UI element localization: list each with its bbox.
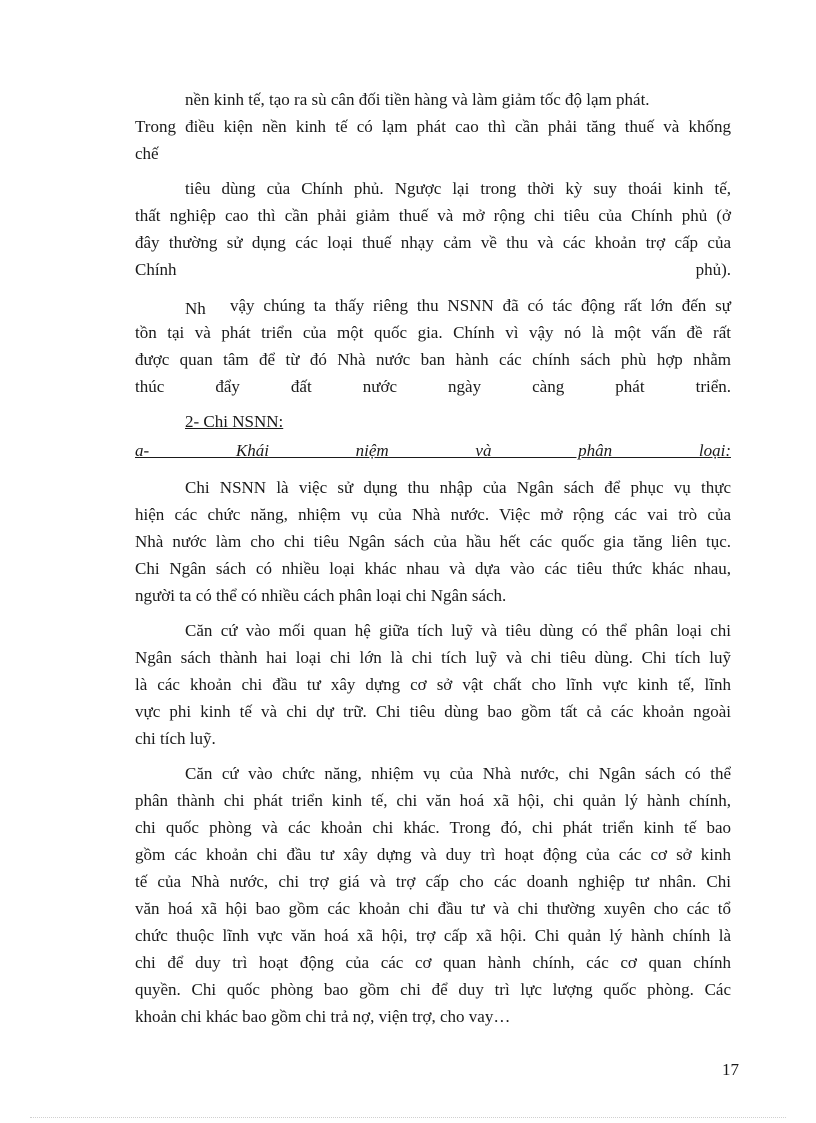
section-heading: 2- Chi NSNN: [185,412,284,431]
text-line: quyền. Chi quốc phòng bao gồm chi để duy trì lực lượng quốc phòng. Các [135,980,731,999]
text-line: Chính phủ). [135,260,731,279]
text-line: Căn cứ vào chức năng, nhiệm vụ của Nhà nước, chi Ngân sách có thể [185,764,731,783]
text-line: chi quốc phòng và các khoản chi khác. Trong đó, chi phát triển kinh tế bao [135,818,731,837]
bottom-dotted-rule [30,1117,786,1118]
nh-fragment: Nh [185,299,206,318]
text-line: tế của Nhà nước, chi trợ giá và trợ cấp cho các doanh nghiệp tư nhân. Chi [135,872,731,891]
text-line: chế [135,144,159,163]
text-line: tồn tại và phát triển của một quốc gia. Chính vì vậy nó là một vấn đề rất [135,323,731,342]
text-line: vậy chúng ta thấy riêng thu NSNN đã có tác động rất lớn đến sự [230,296,731,315]
text-line: Chi Ngân sách có nhiều loại khác nhau và dựa vào các tiêu thức khác nhau, [135,559,731,578]
text-line: gồm các khoản chi đầu tư xây dựng và duy trì hoạt động của các cơ sở kinh [135,845,731,864]
text-line: Chi NSNN là việc sử dụng thu nhập của Ngân sách để phục vụ thực [185,478,731,497]
text-line: văn hoá xã hội bao gồm các khoản chi đầu tư và chi thường xuyên cho các tổ [135,899,731,918]
text-line: người ta có thể có nhiều cách phân loại chi Ngân sách. [135,586,507,605]
text-line: Ngân sách thành hai loại chi lớn là chi tích luỹ và chi tiêu dùng. Chi tích luỹ [135,648,731,667]
text-line: Nhà nước làm cho chi tiêu Ngân sách của hầu hết các quốc gia tăng liên tục. [135,532,731,551]
page-number: 17 [722,1060,739,1079]
text-line: Căn cứ vào mối quan hệ giữa tích luỹ và tiêu dùng có thể phân loại chi [185,621,731,640]
text-line: chức thuộc lĩnh vực văn hoá xã hội, trợ cấp xã hội. Chi quản lý hành chính là [135,926,731,945]
text-line: thất nghiệp cao thì cần phải giảm thuế và mở rộng chi tiêu của Chính phủ (ở [135,206,731,225]
text-line: phân thành chi phát triển kinh tế, chi văn hoá xã hội, chi quản lý hành chính, [135,791,731,810]
text-line: tiêu dùng của Chính phủ. Ngược lại trong thời kỳ suy thoái kinh tế, [185,179,731,198]
text-line: chi để duy trì hoạt động của các cơ quan hành chính, các cơ quan chính [135,953,731,972]
text-line: Trong điều kiện nền kinh tế có lạm phát cao thì cần phải tăng thuế và khống [135,117,731,136]
text-line: thúc đẩy đất nước ngày càng phát triển. [135,377,731,396]
text-line: chi tích luỹ. [135,729,216,748]
text-line: là các khoản chi đầu tư xây dựng cơ sở vật chất cho lĩnh vực kinh tế, lĩnh [135,675,731,694]
text-line: đây thường sử dụng các loại thuế nhạy cảm về thu và các khoản trợ cấp của [135,233,731,252]
text-line: hiện các chức năng, nhiệm vụ của Nhà nước. Việc mở rộng các vai trò của [135,505,731,524]
text-line: vực phi kinh tế và chi dự trữ. Chi tiêu dùng bao gồm tất cả các khoản ngoài [135,702,731,721]
text-line: khoản chi khác bao gồm chi trả nợ, viện trợ, cho vay… [135,1007,511,1026]
text-line: được quan tâm để từ đó Nhà nước ban hành các chính sách phù hợp nhằm [135,350,731,369]
text-line: nền kinh tế, tạo ra sù cân đối tiền hàng và làm giảm tốc độ lạm phát. [185,90,650,109]
subsection-heading: a- Khái niệm và phân loại: [135,441,731,460]
